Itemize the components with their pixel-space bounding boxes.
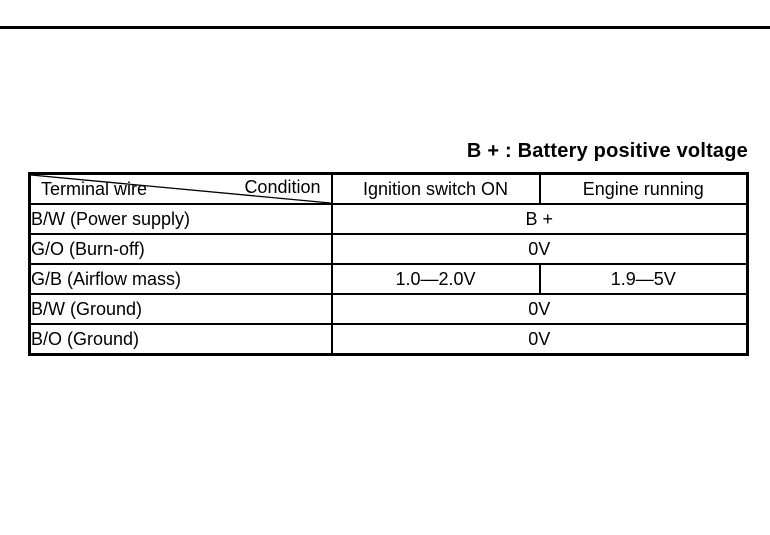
- terminal-voltage-table: [28, 172, 749, 356]
- terminal-wire-header-label: Terminal wire: [41, 179, 148, 199]
- table-row: [30, 294, 748, 324]
- row-label-gb-airflow-mass: G/B (Airflow mass): [30, 264, 332, 294]
- row-label-bo-ground: B/O (Ground): [30, 324, 332, 355]
- row-value-gb-airflow-mass-ignition: 1.0—2.0V: [332, 264, 540, 294]
- row-value-bw-ground: 0V: [332, 294, 748, 324]
- legend-text: B + : Battery positive voltage: [466, 140, 748, 162]
- header-ignition-switch-on: Ignition switch ON: [332, 174, 540, 205]
- table-row: [30, 324, 748, 355]
- top-rule-divider: [0, 26, 770, 29]
- row-label-bw-power-supply: B/W (Power supply): [30, 204, 332, 234]
- row-value-gb-airflow-mass-running: 1.9—5V: [540, 264, 748, 294]
- spec-table-container: [28, 172, 746, 356]
- row-value-bo-ground: 0V: [332, 324, 748, 355]
- table-row: [30, 204, 748, 234]
- row-value-go-burn-off: 0V: [332, 234, 748, 264]
- header-corner-cell: [30, 174, 332, 205]
- row-label-go-burn-off: G/O (Burn-off): [30, 234, 332, 264]
- condition-header-label: Condition: [244, 177, 321, 197]
- table-header-row: [30, 174, 748, 205]
- table-row: [30, 234, 748, 264]
- row-label-bw-ground: B/W (Ground): [30, 294, 332, 324]
- header-engine-running: Engine running: [540, 174, 748, 205]
- table-row: [30, 264, 748, 294]
- row-value-bw-power-supply: B +: [332, 204, 748, 234]
